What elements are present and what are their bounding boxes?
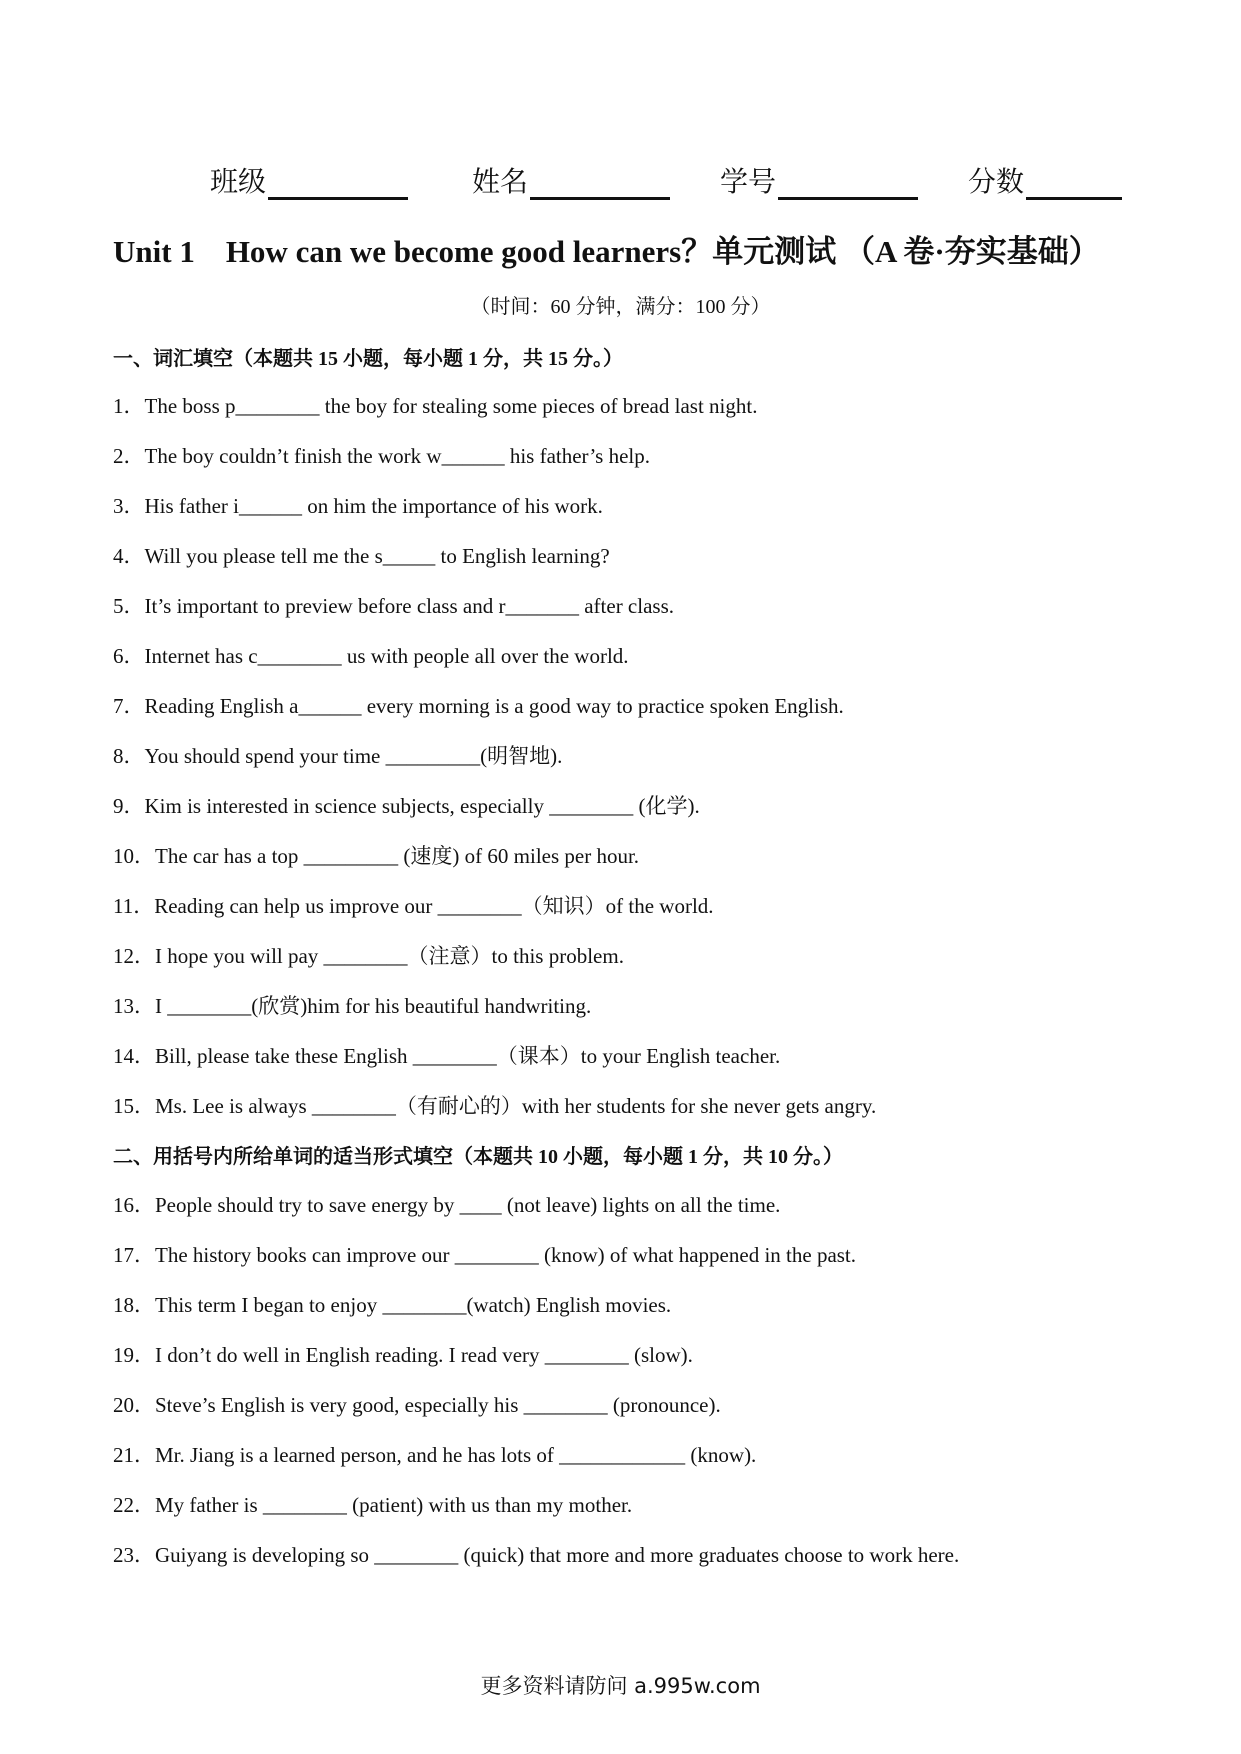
question-number: 21． — [113, 1443, 155, 1467]
question-23 — [113, 1539, 959, 1569]
question-11 — [113, 890, 714, 920]
question-number: 20． — [113, 1393, 155, 1417]
class-field — [210, 160, 408, 200]
question-1 — [113, 390, 757, 420]
question-text: Steve’s English is very good, especially his ________ (pronounce). — [155, 1393, 721, 1417]
question-5 — [113, 590, 674, 620]
name-blank-line[interactable] — [530, 167, 670, 200]
question-number: 5． — [113, 594, 145, 618]
question-text: Reading English a______ every morning is a good way to practice spoken English. — [144, 694, 844, 718]
question-number: 6． — [113, 644, 145, 668]
score-label: 分数 — [968, 165, 1025, 198]
student-id-field — [720, 160, 918, 200]
student-id-blank-line[interactable] — [778, 167, 918, 200]
question-text: Will you please tell me the s_____ to English learning? — [144, 544, 610, 568]
question-number: 9． — [113, 794, 145, 818]
question-2 — [113, 440, 650, 470]
question-text: Internet has c________ us with people all over the world. — [144, 644, 629, 668]
question-16 — [113, 1189, 780, 1219]
question-number: 17． — [113, 1243, 155, 1267]
question-number: 3． — [113, 494, 145, 518]
question-text: Mr. Jiang is a learned person, and he has lots of ____________ (know). — [155, 1443, 757, 1467]
question-18 — [113, 1289, 671, 1319]
question-number: 22． — [113, 1493, 155, 1517]
question-text: The car has a top _________ (速度) of 60 miles per hour. — [155, 844, 640, 868]
question-number: 7． — [113, 694, 145, 718]
question-20 — [113, 1389, 721, 1419]
question-number: 12． — [113, 944, 155, 968]
question-text: People should try to save energy by ____ (not leave) lights on all the time. — [155, 1193, 781, 1217]
section2-heading: 二、用括号内所给单词的适当形式填空（本题共 10 小题，每小题 1 分，共 10 分。） — [113, 1146, 843, 1168]
question-text: This term I began to enjoy ________(watch) English movies. — [155, 1293, 672, 1317]
footer-link-text[interactable]: 更多资料请防问 a.995w.com — [480, 1674, 761, 1698]
question-text: You should spend your time _________(明智地). — [144, 744, 563, 768]
question-text: I ________(欣赏)him for his beautiful handwriting. — [155, 994, 592, 1018]
question-7 — [113, 690, 844, 720]
question-text: I don’t do well in English reading. I read very ________ (slow). — [155, 1343, 693, 1367]
question-number: 15． — [113, 1094, 155, 1118]
question-10 — [113, 840, 639, 870]
page-title: Unit 1 How can we become good learners？单元测试 （A 卷·夯实基础） — [113, 234, 1100, 269]
question-text: Reading can help us improve our ________（知识）of the world. — [154, 894, 714, 918]
question-number: 4． — [113, 544, 145, 568]
question-text: My father is ________ (patient) with us than my mother. — [155, 1493, 633, 1517]
question-number: 2． — [113, 444, 145, 468]
student-info-row — [210, 160, 1140, 204]
question-number: 1． — [113, 394, 145, 418]
student-id-label: 学号 — [720, 165, 777, 198]
question-22 — [113, 1489, 632, 1519]
question-number: 23． — [113, 1543, 155, 1567]
class-blank-line[interactable] — [268, 167, 408, 200]
question-6 — [113, 640, 629, 670]
score-field — [968, 160, 1122, 200]
question-4 — [113, 540, 610, 570]
question-number: 8． — [113, 744, 145, 768]
question-text: Guiyang is developing so ________ (quick) that more and more graduates choose to work here. — [155, 1543, 960, 1567]
question-19 — [113, 1339, 693, 1369]
question-number: 16． — [113, 1193, 155, 1217]
question-number: 14． — [113, 1044, 155, 1068]
question-text: The history books can improve our ________ (know) of what happened in the past. — [155, 1243, 857, 1267]
page-subtitle: （时间：60 分钟，满分：100 分） — [470, 296, 771, 318]
section1-heading: 一、词汇填空（本题共 15 小题，每小题 1 分，共 15 分。） — [113, 348, 623, 370]
question-number: 13． — [113, 994, 155, 1018]
question-9 — [113, 790, 700, 820]
question-number: 19． — [113, 1343, 155, 1367]
question-text: The boss p________ the boy for stealing some pieces of bread last night. — [144, 394, 758, 418]
question-text: It’s important to preview before class and r_______ after class. — [144, 594, 675, 618]
question-number: 18． — [113, 1293, 155, 1317]
name-field — [472, 160, 670, 200]
question-text: Ms. Lee is always ________（有耐心的）with her students for she never gets angry. — [155, 1094, 877, 1118]
question-number: 11． — [113, 894, 155, 918]
score-blank-line[interactable] — [1026, 167, 1122, 200]
class-label: 班级 — [210, 165, 267, 198]
question-text: I hope you will pay ________（注意）to this problem. — [155, 944, 624, 968]
question-17 — [113, 1239, 856, 1269]
question-14 — [113, 1040, 780, 1070]
question-number: 10． — [113, 844, 155, 868]
question-text: His father i______ on him the importance of his work. — [144, 494, 603, 518]
question-13 — [113, 990, 591, 1020]
question-8 — [113, 740, 562, 770]
question-21 — [113, 1439, 756, 1469]
question-text: Bill, please take these English ________（课本）to your English teacher. — [155, 1044, 781, 1068]
question-text: The boy couldn’t finish the work w______ his father’s help. — [144, 444, 650, 468]
name-label: 姓名 — [472, 165, 529, 198]
question-12 — [113, 940, 624, 970]
question-15 — [113, 1090, 876, 1120]
question-text: Kim is interested in science subjects, especially ________ (化学). — [144, 794, 700, 818]
question-3 — [113, 490, 603, 520]
